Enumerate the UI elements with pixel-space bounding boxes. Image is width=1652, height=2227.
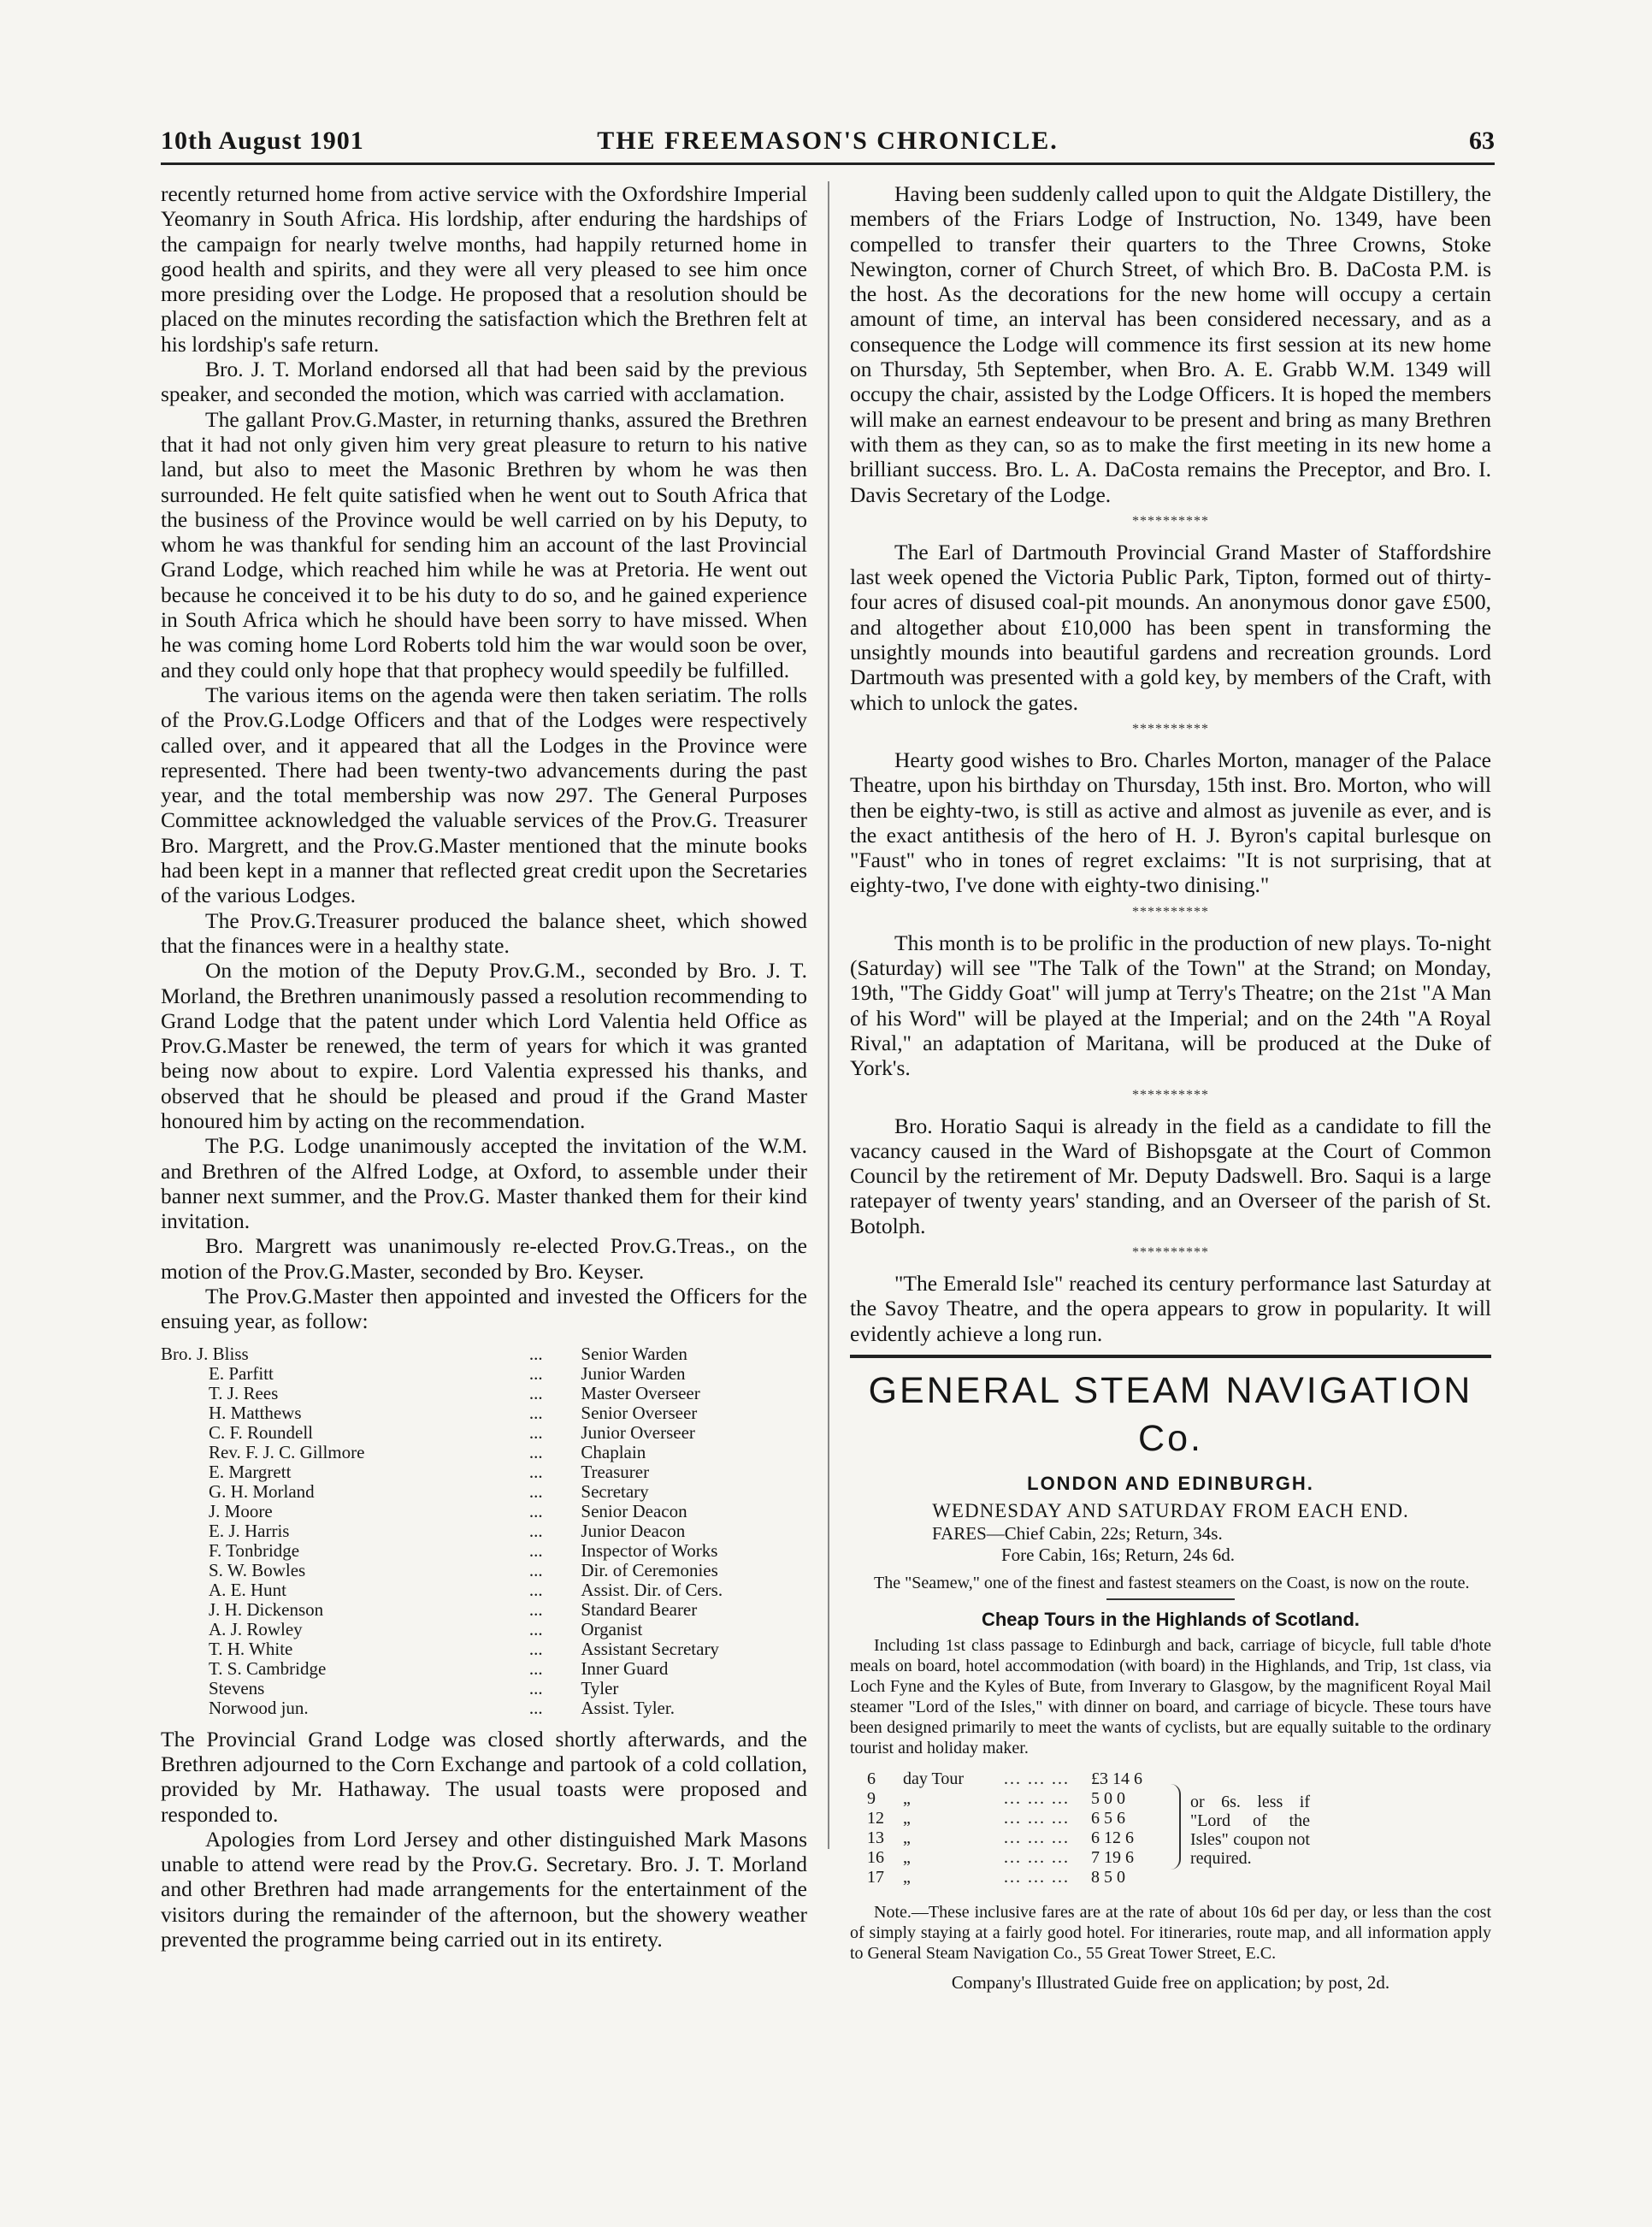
separator: ********** — [1132, 1244, 1209, 1260]
brace — [1171, 1784, 1181, 1870]
officer-row: T. H. White ... Assistant Secretary — [209, 1638, 719, 1659]
officer-row: Norwood jun. ... Assist. Tyler. — [209, 1697, 675, 1718]
tour-row: 6 day Tour ... ... ... £3 14 6 — [867, 1769, 1142, 1789]
officer-row: T. S. Cambridge ... Inner Guard — [209, 1657, 669, 1679]
news-item: This month is to be prolific in the production of new plays. To-night (Saturday) will see "The Talk of the Town" at the Strand; on Monday, 19th, "The Giddy Goat" will jump at Terry's Theatre; on the 21st "A Man of his Word" will be played at the Imperial; and on the 24th "A Royal Rival," an adaptation of Maritana, will be produced at the Duke of York's. — [850, 930, 1491, 1081]
advert-route: LONDON AND EDINBURGH. — [1027, 1472, 1314, 1494]
officer-row: A. E. Hunt ... Assist. Dir. of Cers. — [209, 1579, 723, 1600]
separator: ********** — [1132, 904, 1209, 919]
header-rule — [161, 162, 1495, 165]
news-item: "The Emerald Isle" reached its century performance last Saturday at the Savoy Theatre, and the opera appears to grow in popularity. It will evidently achieve a long run. — [850, 1270, 1491, 1346]
advert-company: GENERAL STEAM NAVIGATION Co. — [868, 1369, 1473, 1459]
article-paragraph: recently returned home from active service with the Oxfordshire Imperial Yeomanry in South Africa. His lordship, after enduring the hardships of the campaign for nearly twelve months, had happily returned home in good health and spirits, and they were all very pleased to see him once more presiding over the Lodge. He proposed that a resolution should be placed on the minutes recording the satisfaction which the Brethren felt at his lordship's safe return. — [161, 181, 807, 357]
officer-row: A. J. Rowley ... Organist — [209, 1618, 643, 1639]
article-paragraph: Apologies from Lord Jersey and other distinguished Mark Masons unable to attend were read by the Prov.G. Secretary. Bro. J. T. Morland and other Brethren had made arrangements for the entertainment of the visitors during the remainder of the afternoon, but the showery weather prevented the programme being carried out in its entirety. — [161, 1826, 807, 1952]
advert-tours-title: Cheap Tours in the Highlands of Scotland. — [981, 1609, 1360, 1631]
advert-rule — [850, 1355, 1491, 1358]
advert-fares: FARES—Chief Cabin, 22s; Return, 34s. — [932, 1523, 1223, 1545]
officer-row: H. Matthews ... Senior Overseer — [209, 1402, 698, 1423]
article-paragraph: Bro. Margrett was unanimously re-elected Prov.G.Treas., on the motion of the Prov.G.Master, seconded by Bro. Keyser. — [161, 1233, 807, 1284]
article-paragraph: The various items on the agenda were then taken seriatim. The rolls of the Prov.G.Lodge Officers and that of the Lodges were respectively called over, and it appeared that all the Lodges in the Province were represented. There had been twenty-two advancements during the past year, and the total membership was now 297. The General Purposes Committee acknowledged the valuable services of the Prov.G. Treasurer Bro. Margrett, and the Prov.G.Master mentioned that the minute books had been kept in a manner that reflected great credit upon the Secretaries of the various Lodges. — [161, 682, 807, 908]
officer-row: Rev. F. J. C. Gillmore ... Chaplain — [209, 1441, 646, 1462]
officers-table — [161, 1344, 807, 1718]
coupon-note: or 6s. less if "Lord of the Isles" coupon not required. — [1190, 1793, 1310, 1869]
officer-row: C. F. Roundell ... Junior Overseer — [209, 1421, 695, 1443]
advert-schedule: WEDNESDAY AND SATURDAY FROM EACH END. — [932, 1500, 1409, 1522]
officer-row: E. J. Harris ... Junior Deacon — [209, 1520, 686, 1541]
news-item: Hearty good wishes to Bro. Charles Morton, manager of the Palace Theatre, upon his birthday on Thursday, 15th inst. Bro. Morton, who will then be eighty-two, is still as active and almost as juvenile as ever, and is the exact antithesis of the hero of H. J. Byron's capital burlesque on "Faust" who in tones of regret exclaims: "It is not surprising, that at eighty-two, I've done with eighty-two dinising." — [850, 747, 1491, 898]
page-number: 63 — [1469, 127, 1495, 155]
article-paragraph: The Provincial Grand Lodge was closed shortly afterwards, and the Brethren adjourned to the Corn Exchange and partook of a cold collation, provided by Mr. Hathaway. The usual toasts were proposed and responded to. — [161, 1726, 807, 1827]
right-column — [850, 181, 1491, 1996]
news-item: Having been suddenly called upon to quit the Aldgate Distillery, the members of the Friars Lodge of Instruction, No. 1349, have been compelled to transfer their quarters to the Three Crowns, Stoke Newington, corner of Church Street, of which Bro. B. DaCosta P.M. is the host. As the decorations for the new home will occupy a certain amount of time, an interval has been considered necessary, and as a consequence the Lodge will commence its first session at its new home on Thursday, 5th September, when Bro. A. E. Grabb W.M. 1349 will occupy the chair, assisted by the Lodge Officers. It is hoped the members will make an earnest endeavour to be present and bring as many Brethren with them as they can, so as to make the first meeting in its new home a brilliant success. Bro. L. A. DaCosta remains the Preceptor, and Bro. I. Davis Secretary of the Lodge. — [850, 181, 1491, 507]
officer-row: S. W. Bowles ... Dir. of Ceremonies — [209, 1559, 718, 1580]
advert-guide: Company's Illustrated Guide free on application; by post, 2d. — [951, 1972, 1390, 1994]
news-item: Bro. Horatio Saqui is already in the field as a candidate to fill the vacancy caused in the Ward of Bishopsgate at the Court of Common Council by the retirement of Mr. Deputy Dadswell. Bro. Saqui is a large ratepayer of twenty years' standing, and an Overseer of the parish of St. Botolph. — [850, 1113, 1491, 1238]
officer-row: T. J. Rees ... Master Overseer — [209, 1382, 700, 1403]
left-column — [161, 181, 807, 1952]
article-paragraph: The P.G. Lodge unanimously accepted the invitation of the W.M. and Brethren of the Alfred Lodge, at Oxford, to assemble under their banner next summer, and the Prov.G. Master thanked them for their kind invitation. — [161, 1133, 807, 1234]
advert-note: Note.—These inclusive fares are at the rate of about 10s 6d per day, or less than the cost of simply staying at a fairly good hotel. For itineraries, route map, and all information apply to General Steam Navigation Co., 55 Great Tower Street, E.C. — [850, 1903, 1491, 1964]
article-paragraph: On the motion of the Deputy Prov.G.M., seconded by Bro. J. T. Morland, the Brethren unanimously passed a resolution recommending to Grand Lodge that the patent under which Lord Valentia held Office as Prov.G.Master be renewed, the term of years for which it was granted being now about to expire. Lord Valentia expressed his thanks, and observed that he should be pleased and proud if the Grand Master honoured him by acting on the recommendation. — [161, 958, 807, 1133]
separator: ********** — [1132, 1087, 1209, 1102]
officer-row: G. H. Morland ... Secretary — [209, 1480, 649, 1502]
tour-row: 17 „ ... ... ... 8 5 0 — [867, 1868, 1125, 1887]
separator: ********** — [1132, 513, 1209, 529]
officer-row: J. H. Dickenson ... Standard Bearer — [209, 1598, 698, 1620]
officer-row: E. Margrett ... Treasurer — [209, 1461, 650, 1482]
news-item: The Earl of Dartmouth Provincial Grand Master of Staffordshire last week opened the Victoria Public Park, Tipton, formed out of thirty-four acres of disused coal-pit mounds. An anonymous donor gave £500, and altogether about £10,000 has been spent in transforming the unsightly mounds into beautiful gardens and recreation grounds. Lord Dartmouth was presented with a gold key, by members of the Craft, with which to unlock the gates. — [850, 539, 1491, 715]
tours-table — [850, 1767, 1491, 1895]
officer-row: Bro. J. Bliss ... Senior Warden — [161, 1343, 687, 1364]
tour-row: 13 „ ... ... ... 6 12 6 — [867, 1828, 1134, 1848]
officer-row: F. Tonbridge ... Inspector of Works — [209, 1539, 718, 1561]
officer-row: E. Parfitt ... Junior Warden — [209, 1362, 686, 1384]
tour-row: 12 „ ... ... ... 6 5 6 — [867, 1809, 1125, 1828]
page-header — [161, 127, 1495, 161]
advert-tours-desc: Including 1st class passage to Edinburgh and back, carriage of bicycle, full table d'hote meals on board, hotel accommodation (with board) in the Highlands, and Trip, 1st class, via Loch Fyne and the Kyles of Bute, from Inverary to Glasgow, by the magnificent Royal Mail steamer "Lord of the Isles," with dinner on board, and carriage of bicycle. These tours have been designed primarily to meet the wants of cyclists, but are equally suitable to the ordinary tourist and holiday maker. — [850, 1636, 1491, 1758]
officer-row: Stevens ... Tyler — [209, 1677, 619, 1698]
article-paragraph: Bro. J. T. Morland endorsed all that had been said by the previous speaker, and seconded the motion, which was carried with acclamation. — [161, 357, 807, 407]
publication-title: THE FREEMASON'S CHRONICLE. — [597, 127, 1059, 155]
tour-row: 16 „ ... ... ... 7 19 6 — [867, 1848, 1134, 1868]
article-paragraph: The gallant Prov.G.Master, in returning thanks, assured the Brethren that it had not only given him very great pleasure to return to his native land, but also to meet the Masonic Brethren by whom he was then surrounded. He felt quite satisfied when he went out to South Africa that the business of the Province would be well carried on by his Deputy, to whom he was thankful for sending him an account of the last Provincial Grand Lodge, which reached him while he was at Pretoria. He went out because he conceived it to be his duty to do so, and he gained experience in South Africa which he should have been sorry to have missed. When he was coming home Lord Roberts told him the war would soon be over, and they could only hope that that prophecy would speedily be fulfilled. — [161, 406, 807, 682]
separator: ********** — [1132, 721, 1209, 736]
officer-row: J. Moore ... Senior Deacon — [209, 1500, 687, 1521]
advert-short-rule — [1106, 1598, 1235, 1600]
article-paragraph: The Prov.G.Master then appointed and invested the Officers for the ensuing year, as follow: — [161, 1284, 807, 1334]
advert-seamew: The "Seamew," one of the finest and fastest steamers on the Coast, is now on the route. — [874, 1574, 1470, 1593]
advert-fares: Fore Cabin, 16s; Return, 24s 6d. — [1001, 1545, 1235, 1566]
issue-date: 10th August 1901 — [161, 127, 364, 155]
column-divider — [828, 181, 829, 1849]
article-paragraph: The Prov.G.Treasurer produced the balance sheet, which showed that the finances were in a healthy state. — [161, 907, 807, 958]
steam-navigation-advert — [850, 1355, 1491, 1996]
tour-row: 9 „ ... ... ... 5 0 0 — [867, 1789, 1125, 1809]
